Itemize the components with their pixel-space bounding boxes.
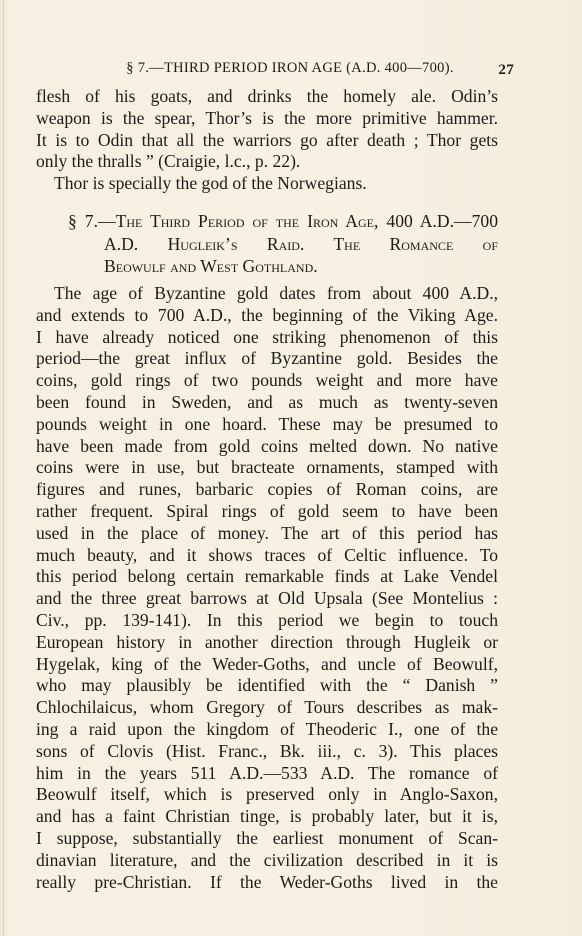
text-line: flesh of his goats, and drinks the homely ale. Odin’s [36, 86, 498, 106]
text-line: I have already noticed one striking phenomenon of this [36, 326, 498, 347]
heading-line: § 7.—The Third Period of the Iron Age, 400 A.D.—700 [68, 211, 498, 231]
text-line: only the thralls ” (Craigie, l.c., p. 22). [36, 151, 301, 172]
text-line: and extends to 700 A.D., the beginning of the Viking Age. [36, 304, 498, 325]
text-line: Chlochilaicus, whom Gregory of Tours describes as mak- [36, 697, 498, 718]
text-line: him in the years 511 A.D.—533 A.D. The romance of [36, 762, 498, 783]
page-gutter-edge [3, 0, 4, 936]
thor-paragraph-line: Thor is specially the god of the Norwegians. [54, 173, 367, 194]
text-line: been found in Sweden, and as much as twenty-seven [36, 391, 498, 412]
text-line: Beowulf itself, which is preserved only in Anglo-Saxon, [36, 784, 498, 805]
text-line: and the three great barrows at Old Upsala (See Montelius : [36, 588, 498, 609]
text-line: really pre-Christian. If the Weder-Goths lived in the [36, 871, 498, 892]
text-line: who may plausibly be identified with the “ Danish ” [36, 675, 498, 696]
text-line: coins were in use, but bracteate ornaments, stamped with [36, 457, 498, 478]
heading-line: A.D. Hugleik’s Raid. The Romance of [104, 233, 498, 254]
main-paragraph [36, 283, 498, 893]
text-line: sons of Clovis (Hist. Franc., Bk. iii., c. 3). This places [36, 740, 498, 761]
section-heading [36, 210, 498, 278]
heading-line: Beowulf and West Gothland. [104, 256, 318, 276]
text-line: Civ., pp. 139-141). In this period we begin to touch [36, 609, 498, 630]
text-line: rather frequent. Spiral rings of gold seem to have been [36, 500, 498, 521]
text-line: Hygelak, king of the Weder-Goths, and uncle of Beowulf, [36, 653, 498, 674]
text-line: dinavian literature, and the civilization described in it is [36, 849, 498, 870]
running-title: § 7.—THIRD PERIOD IRON AGE (A.D. 400—700). [126, 60, 454, 76]
text-line: used in the place of money. The art of this period has [36, 522, 498, 543]
text-line: pounds weight in one hoard. These may be presumed to [36, 413, 498, 434]
text-line: this period belong certain remarkable finds at Lake Vendel [36, 566, 498, 587]
text-line: European history in another direction through Hugleik or [36, 631, 498, 652]
opening-text [36, 86, 498, 195]
text-line: ing a raid upon the kingdom of Theoderic I., one of the [36, 718, 498, 739]
text-line: have been made from gold coins melted down. No native [36, 435, 498, 456]
text-line: figures and runes, barbaric copies of Roman coins, are [36, 479, 498, 500]
text-line: period—the great influx of Byzantine gold. Besides the [36, 348, 498, 369]
text-line: and has a faint Christian tinge, is probably later, but it is, [36, 806, 498, 827]
running-header [36, 60, 514, 84]
text-line: It is to Odin that all the warriors go after death ; Thor gets [36, 129, 498, 150]
text-line: The age of Byzantine gold dates from about 400 A.D., [54, 283, 498, 303]
text-line: much beauty, and it shows traces of Celtic influence. To [36, 544, 498, 565]
text-line: weapon is the spear, Thor’s is the more primitive hammer. [36, 107, 498, 128]
text-line: coins, gold rings of two pounds weight and more have [36, 370, 498, 391]
text-line: I suppose, substantially the earliest monument of Scan- [36, 827, 498, 848]
page-number: 27 [498, 62, 514, 78]
